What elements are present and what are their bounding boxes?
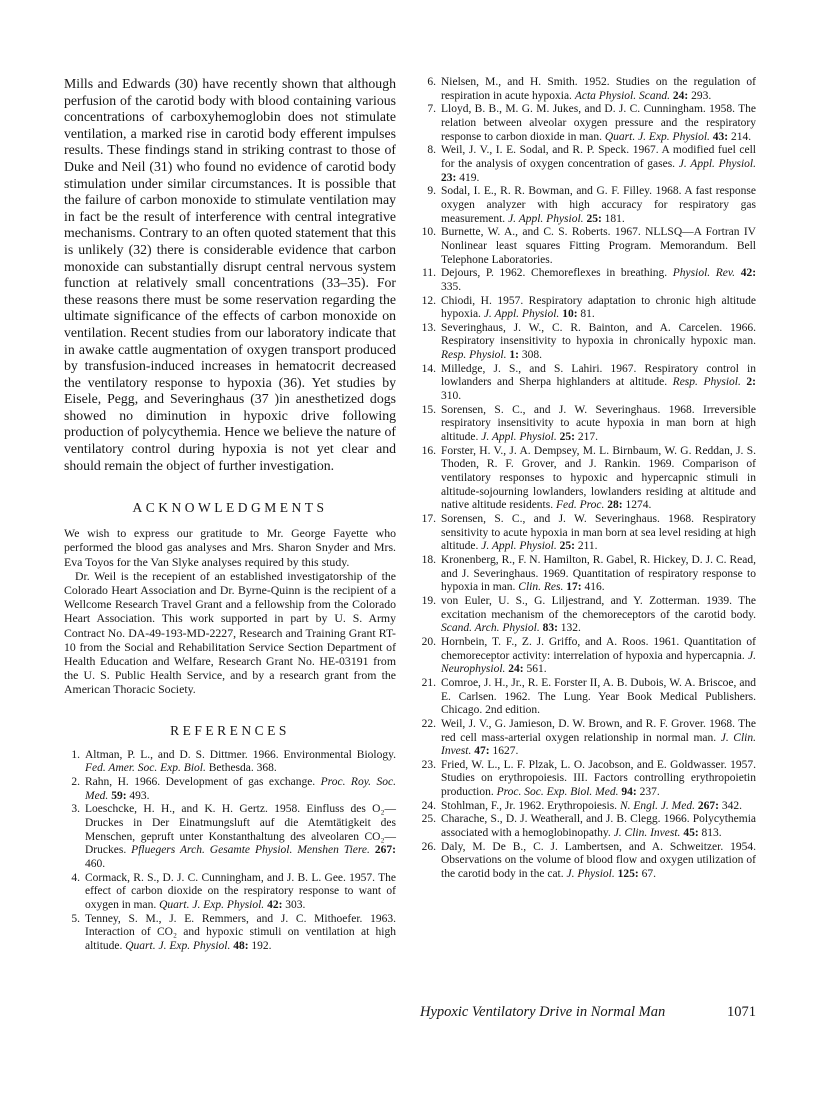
body-paragraph: Mills and Edwards (30) have recently shown that although perfusion of the carotid body with blood containing various concentrations of carboxyhemoglobin does not stimulate ventilation, a marked rise in carotid body efferent impulses results. These findings stand in striking contrast to those of Duke and Neil (31) who found no evidence of carotid body stimulation under similar circumstances. It is possible that the failure of carbon monoxide to stimulate ventilation may in fact be the result of interference with central integrative mechanisms. Contrary to an often quoted statement that this is unlikely (32) there is considerable evidence that carbon monoxide can substantially disrupt central nervous system function at relatively small concentrations (33–35). For these reasons there must be some reservation regarding the ultimate significance of the effects of carbon monoxide on ventilation. Recent studies from our laboratory indicate that in awake cattle augmentation of oxygen transport produced by transfusion-induced increases in hematocrit decreased the ventilatory response to hypoxia (36). Yet studies by Eisele, Pegg, and Severinghaus (37 )in anesthetized dogs showed no diminution in hypoxic drive following production of polycythemia. Hence we believe the nature of ventilatory control during hypoxia is not yet clear and should remain the object of further investigation.	[64, 76, 396, 473]
reference-item	[64, 749, 396, 776]
reference-text-segment: J. Appl. Physiol.	[481, 540, 557, 553]
reference-text-segment: N. Engl. J. Med.	[619, 799, 695, 812]
reference-text-segment: 460.	[85, 857, 106, 870]
reference-number: 22.	[421, 717, 436, 730]
reference-text-segment: 81.	[577, 308, 595, 321]
reference-text-segment: 2:	[746, 376, 756, 389]
reference-text-segment: Rahn, H. 1966. Development of gas exchange.	[85, 776, 321, 788]
reference-number: 6.	[427, 76, 436, 88]
reference-list-left	[64, 749, 396, 954]
reference-item	[420, 322, 756, 363]
reference-item	[420, 813, 756, 840]
reference-text-segment: Nielsen, M., and H. Smith. 1952. Studies on the regulation of respiration in acute hypoxia.	[441, 76, 756, 102]
reference-text-segment: Quart. J. Exp. Physiol.	[125, 939, 231, 952]
reference-text-segment: 561.	[523, 663, 547, 676]
reference-text-segment: Forster, H. V., J. A. Dempsey, M. L. Birnbaum, W. G. Reddan, J. S. Thoden, R. F. Grover, and J. Rankin. 1969. Comparison of ventilatory responses to hypoxic and hypercapnic stimuli in altitude-sojourning lowlanders, lowlanders residing at altitude and native altitude residents.	[441, 444, 756, 512]
reference-number: 17.	[421, 513, 436, 525]
reference-item	[420, 76, 756, 103]
reference-item	[420, 718, 756, 759]
reference-text-segment: J. Appl. Physiol.	[481, 431, 557, 444]
reference-text-segment: 267:	[374, 844, 396, 857]
reference-text-segment: Physiol. Rev.	[672, 267, 736, 280]
reference-text-segment: Lloyd, B. B., M. G. M. Jukes, and D. J. C. Cunningham. 1958. The relation between alveolar oxygen pressure and the respiratory response to carbon dioxide in man.	[441, 103, 756, 143]
reference-number: 7.	[427, 103, 436, 116]
reference-text-segment: Resp. Physiol.	[672, 376, 741, 389]
reference-text-segment: von Euler, U. S., G. Liljestrand, and Y. Zotterman. 1939. The excitation mechanism of the chemoreceptors of the carotid body.	[441, 594, 756, 621]
reference-text-segment: Altman, P. L., and D. S. Dittmer. 1966. Environmental Biology.	[85, 748, 396, 761]
reference-text-segment: Pfluegers Arch. Gesamte Physiol. Menshen Tiere.	[131, 844, 370, 857]
reference-text-segment: Acta Physiol. Scand.	[574, 89, 670, 102]
two-column-layout	[64, 76, 756, 954]
reference-text-segment: Sorensen, S. C., and J. W. Severinghaus. 1968. Respiratory sensitivity to acute hypoxia in man born at sea level residing at high altitude.	[441, 513, 756, 553]
reference-text-segment: 217.	[574, 431, 598, 444]
reference-text-segment: Comroe, J. H., Jr., R. E. Forster II, A. B. Dubois, W. A. Briscoe, and E. Carlsen. 1962. The Lung. Year Book Medical Publishers. Chicago. 2nd edition.	[441, 676, 756, 717]
reference-text-segment: J. Clin. Invest.	[441, 731, 756, 758]
reference-text-segment: 267:	[697, 799, 719, 812]
reference-item	[420, 363, 756, 404]
reference-item	[420, 841, 756, 882]
reference-text-segment: J. Clin. Invest.	[613, 827, 681, 840]
reference-number: 11.	[422, 267, 436, 280]
reference-number: 19.	[421, 594, 436, 607]
page-number: 1071	[727, 1004, 756, 1020]
reference-number: 9.	[427, 185, 436, 198]
reference-text-segment: Charache, S., D. J. Weatherall, and J. B. Clegg. 1966. Polycythemia associated with a hemoglobinopathy.	[441, 813, 756, 840]
reference-number: 18.	[421, 553, 436, 566]
reference-item	[64, 803, 396, 871]
reference-text-segment: Loeschcke, H. H., and K. H. Gertz. 1958. Einfluss des O₂—Druckes in Der Einatmungsluft auf die Atemtätigkeit des Menschen, gepruft unter Konstanthaltung des alveolaren CO₂—Druckes.	[85, 803, 396, 857]
reference-number: 3.	[71, 803, 80, 816]
reference-text-segment: 214.	[728, 130, 752, 143]
reference-text-segment: 1:	[509, 349, 519, 362]
reference-number: 12.	[421, 294, 436, 307]
right-column	[420, 76, 756, 954]
reference-text-segment: 125:	[617, 868, 639, 881]
reference-text-segment: 237.	[636, 786, 660, 799]
left-column	[64, 76, 396, 954]
reference-text-segment: Bethesda. 368.	[205, 762, 277, 775]
reference-number: 2.	[71, 776, 80, 788]
reference-text-segment: 293.	[688, 89, 712, 102]
reference-text-segment: 181.	[601, 212, 625, 225]
reference-text-segment: Kronenberg, R., F. N. Hamilton, R. Gabel, R. Hickey, D. J. C. Read, and J. Severinghaus. 1969. Quantitation of respiratory response to hypoxia in man.	[441, 553, 756, 594]
reference-text-segment: 335.	[441, 280, 462, 293]
reference-number: 25.	[421, 813, 436, 826]
reference-text-segment: Fried, W. L., L. F. Plzak, L. O. Jacobson, and E. Goldwasser. 1957. Studies on erythropoiesis. III. Factors controlling erythropoietin production.	[441, 758, 756, 799]
reference-text-segment: Milledge, J. S., and S. Lahiri. 1967. Respiratory control in lowlanders and Sherpa highlanders at altitude.	[441, 362, 756, 389]
reference-item	[420, 677, 756, 718]
reference-number: 21.	[421, 676, 436, 689]
reference-text-segment: Chiodi, H. 1957. Respiratory adaptation to chronic high altitude hypoxia.	[441, 294, 756, 321]
reference-text-segment: Cormack, R. S., D. J. C. Cunningham, and J. B. L. Gee. 1957. The effect of carbon dioxide on the respiratory response to want of oxygen in man.	[85, 871, 396, 911]
reference-text-segment: 42:	[267, 898, 283, 911]
reference-item	[420, 144, 756, 185]
reference-text-segment: 416.	[581, 581, 605, 594]
reference-text-segment: 45:	[683, 827, 699, 840]
reference-text-segment: Dejours, P. 1962. Chemoreflexes in breathing.	[441, 267, 673, 280]
reference-text-segment: 419.	[456, 171, 480, 184]
reference-text-segment: J. Appl. Physiol.	[483, 308, 560, 321]
reference-number: 10.	[421, 226, 436, 239]
reference-text-segment: 94:	[621, 786, 637, 799]
reference-text-segment: Sorensen, S. C., and J. W. Severinghaus. 1968. Irreversible respiratory insensitivity to acute hypoxia in man born at high altitude.	[441, 403, 756, 444]
reference-text-segment: 342.	[718, 799, 742, 812]
reference-text-segment: Sodal, I. E., R. R. Bowman, and G. F. Filley. 1968. A fast response oxygen analyzer with high accuracy for respiratory gas measurement.	[441, 185, 756, 225]
reference-number: 5.	[71, 912, 80, 925]
reference-list-right	[420, 76, 756, 882]
acknowledgments-heading: ACKNOWLEDGMENTS	[132, 500, 328, 516]
reference-text-segment: 28:	[607, 499, 623, 512]
reference-text-segment: Quart. J. Exp. Physiol.	[604, 130, 710, 143]
reference-number: 4.	[71, 871, 80, 884]
reference-text-segment: Tenney, S. M., J. E. Remmers, and J. C. Mithoefer. 1963. Interaction of CO₂ and hypoxic stimuli on ventilation at high altitude.	[85, 912, 396, 952]
reference-text-segment: 83:	[542, 622, 558, 635]
reference-text-segment: 47:	[474, 745, 490, 758]
reference-text-segment: Fed. Amer. Soc. Exp. Biol.	[85, 762, 206, 775]
reference-text-segment: J. Appl. Physiol.	[678, 157, 756, 170]
reference-number: 14.	[421, 362, 436, 375]
reference-item	[64, 913, 396, 954]
reference-text-segment: Stohlman, F., Jr. 1962. Erythropoiesis.	[441, 799, 620, 812]
reference-text-segment: 192.	[248, 939, 272, 952]
reference-text-segment: Proc. Roy. Soc. Med.	[85, 776, 396, 802]
reference-item	[420, 404, 756, 445]
reference-text-segment: 10:	[562, 308, 578, 321]
reference-text-segment: 24:	[672, 89, 689, 102]
reference-text-segment: 1627.	[489, 745, 519, 758]
reference-number: 8.	[427, 144, 436, 157]
reference-text-segment: 17:	[566, 581, 582, 594]
reference-text-segment: 813.	[698, 827, 722, 840]
reference-text-segment: Burnette, W. A., and C. S. Roberts. 1967. NLLSQ—A Fortran IV Nonlinear least squares Fitting Program. Memorandum. Bell Telephone Laboratories.	[441, 226, 756, 266]
reference-item	[64, 776, 396, 803]
reference-item	[420, 800, 756, 814]
reference-number: 1.	[71, 748, 80, 761]
reference-text-segment: 1274.	[622, 499, 652, 512]
reference-text-segment: 493.	[126, 789, 150, 802]
reference-text-segment: 42:	[740, 267, 757, 280]
reference-item	[420, 226, 756, 267]
reference-text-segment: 23:	[441, 171, 457, 184]
reference-item	[420, 185, 756, 226]
reference-item	[420, 267, 756, 294]
reference-text-segment: Fed. Proc.	[555, 499, 605, 512]
reference-text-segment: Daly, M. De B., C. J. Lambertsen, and A. Schweitzer. 1954. Observations on the volume of blood flow and oxygen utilization of the carotid body in the cat.	[441, 840, 756, 881]
reference-text-segment: 25:	[586, 212, 602, 225]
reference-number: 24.	[421, 799, 436, 812]
reference-item	[420, 759, 756, 800]
reference-number: 20.	[421, 635, 436, 648]
reference-item	[420, 595, 756, 636]
references-heading: REFERENCES	[170, 722, 290, 738]
reference-text-segment: 132.	[557, 622, 581, 635]
reference-item	[420, 554, 756, 595]
reference-text-segment: J. Appl. Physiol.	[508, 212, 584, 225]
reference-text-segment: 25:	[559, 540, 575, 553]
reference-item	[420, 295, 756, 322]
reference-text-segment: Resp. Physiol.	[441, 349, 507, 362]
running-title: Hypoxic Ventilatory Drive in Normal Man	[420, 1004, 666, 1020]
acknowledgments-paragraph-2: Dr. Weil is the recepient of an established investigatorship of the Colorado Heart Association and Dr. Byrne-Quinn is the recipient of a Wellcome Research Travel Grant and a fellowship from the Colorado Heart Association. This work supported in part by U. S. Army Contract No. DA-49-193-MD-2227, Research and Training Grant RT-10 from the Social and Rehabilitation Service Section Department of Health Education and Welfare, Research Grant No. HE-03191 from the U. S. Public Health Service, and by a research grant from the American Thoracic Society.	[64, 568, 396, 697]
reference-text-segment: Weil, J. V., G. Jamieson, D. W. Brown, and R. F. Grover. 1968. The red cell mass-arterial oxygen relationship in normal man.	[441, 717, 756, 744]
reference-text-segment: J. Physiol.	[566, 868, 615, 881]
reference-text-segment: J. Neurophysiol.	[441, 649, 756, 676]
reference-number: 15.	[421, 403, 436, 416]
reference-text-segment: Proc. Soc. Exp. Biol. Med.	[496, 786, 619, 799]
reference-text-segment: 310.	[441, 390, 462, 403]
reference-text-segment: 25:	[559, 431, 575, 444]
reference-number: 16.	[421, 444, 436, 457]
reference-text-segment: 303.	[282, 898, 306, 911]
reference-number: 26.	[421, 840, 436, 853]
reference-item	[420, 513, 756, 554]
reference-text-segment: 43:	[712, 130, 729, 143]
reference-text-segment: 67.	[638, 868, 656, 881]
reference-item	[420, 103, 756, 144]
reference-text-segment: 24:	[508, 663, 524, 676]
reference-item	[420, 445, 756, 513]
reference-text-segment: Quart. J. Exp. Physiol.	[159, 898, 265, 911]
reference-item	[64, 872, 396, 913]
reference-text-segment: Weil, J. V., I. E. Sodal, and R. P. Speck. 1967. A modified fuel cell for the analysis of oxygen concentration of gases.	[441, 144, 756, 170]
page-footer	[420, 1004, 756, 1021]
reference-text-segment: Clin. Res.	[518, 581, 564, 594]
reference-text-segment: Hornbein, T. F., Z. J. Griffo, and A. Roos. 1961. Quantitation of chemoreceptor activity: interrelation of hypoxia and hypercapnia.	[441, 635, 756, 662]
reference-text-segment: 308.	[518, 349, 542, 362]
reference-text-segment: 211.	[574, 540, 598, 553]
reference-number: 23.	[421, 758, 436, 771]
reference-number: 13.	[421, 321, 436, 334]
reference-text-segment: 59:	[111, 789, 127, 802]
reference-text-segment: Severinghaus, J. W., C. R. Bainton, and A. Carcelen. 1966. Respiratory insensitivity to hypoxia in chronically hypoxic man.	[441, 321, 756, 348]
acknowledgments-paragraph-1: We wish to express our gratitude to Mr. George Fayette who performed the blood gas analyses and Mrs. Sharon Snyder and Mrs. Eva Toyos for the Van Slyke analyses required by this study.	[64, 526, 396, 569]
reference-item	[420, 636, 756, 677]
reference-text-segment: 48:	[233, 939, 249, 952]
reference-text-segment: Scand. Arch. Physiol.	[441, 622, 540, 635]
